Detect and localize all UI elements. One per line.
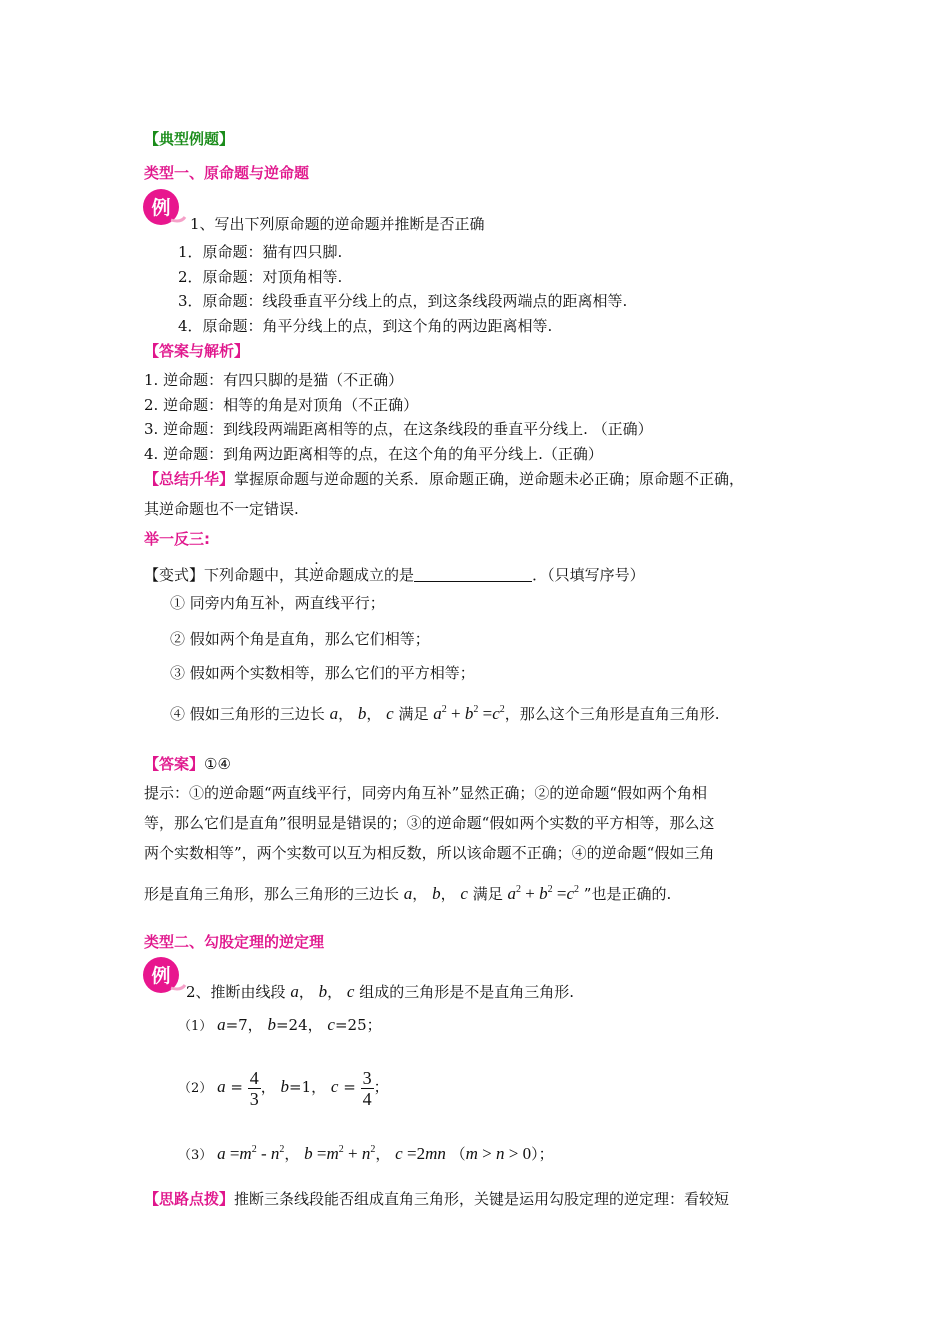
equals: =	[343, 1078, 356, 1096]
variant-emphasis: 逆	[309, 566, 325, 584]
hint-line-1: 提示：①的逆命题“两直线平行，同旁内角互补”显然正确；②的逆命题“假如两个角相	[144, 784, 708, 802]
var-a: a	[217, 1015, 226, 1034]
pythagorean-equation	[508, 884, 579, 903]
equals: =	[482, 704, 493, 723]
answer-2: 2. 逆命题：相等的角是对顶角（不正确）	[144, 396, 419, 414]
item-3: 3．原命题：线段垂直平分线上的点，到这条线段两端点的距离相等.	[178, 292, 628, 310]
var-c: c	[330, 1077, 339, 1096]
option-2: ② 假如两个角是直角，那么它们相等；	[170, 630, 430, 648]
sub1-label: （1）	[178, 1019, 213, 1034]
equation-b	[304, 1144, 375, 1163]
summary-label: 【总结升华】	[144, 470, 235, 488]
answer2-line	[144, 754, 231, 774]
fraction-three-quarters	[361, 1068, 374, 1109]
paren-close: ）	[531, 1145, 539, 1163]
var-a: a	[403, 884, 413, 903]
badge-text: 例	[151, 965, 171, 987]
badge-text: 例	[151, 197, 171, 219]
frac-num: 4	[249, 1067, 259, 1088]
sub-question-3	[178, 1140, 554, 1166]
item-1: 1．原命题：猫有四只脚.	[178, 243, 343, 261]
zero: 0	[522, 1144, 532, 1163]
sep: ，	[284, 1145, 300, 1163]
answer-4: 4. 逆命题：到角两边距离相等的点，在这个角的角平分线上.（正确）	[144, 445, 603, 463]
exp: 2	[441, 704, 447, 715]
eq-a: a	[507, 884, 517, 903]
eq-a: a	[433, 704, 442, 723]
var-b: b	[357, 704, 367, 723]
equals: =	[230, 1078, 243, 1096]
var-a: a	[290, 982, 299, 1001]
question-1: 1、写出下列原命题的逆命题并推断是否正确	[190, 215, 485, 233]
var-n: n	[361, 1144, 371, 1163]
paren-open: （	[450, 1145, 466, 1163]
var-m: m	[326, 1144, 339, 1163]
exp: 2	[516, 884, 522, 895]
var-c: c	[327, 1015, 335, 1034]
exp: 2	[574, 884, 579, 895]
pythagorean-equation	[433, 704, 504, 723]
hint-last-b: 满足	[472, 885, 503, 903]
var-n: n	[496, 1144, 505, 1163]
question2-text-a: 2、推断由线段	[186, 983, 286, 1001]
variant-text-c: ．（只填写序号）	[532, 566, 645, 584]
eq-b: b	[539, 884, 548, 903]
hint-last-c: ”也是正确的.	[583, 885, 672, 903]
fraction-four-thirds	[248, 1068, 261, 1109]
var-m: m	[239, 1144, 252, 1163]
frac-num: 3	[362, 1067, 372, 1088]
exp: 2	[279, 1144, 285, 1155]
approach-hint-label: 【思路点拨】	[144, 1190, 235, 1208]
exp: 2	[251, 1144, 257, 1155]
answer2-value: ①④	[204, 755, 231, 773]
option-4	[170, 700, 720, 724]
condition	[466, 1144, 531, 1163]
sep: ，	[260, 1078, 276, 1096]
var-c: c	[386, 704, 394, 723]
var-a: a	[217, 1077, 226, 1096]
var-m: m	[465, 1144, 478, 1163]
sep: ，	[375, 1145, 391, 1163]
var-b: b	[304, 1144, 313, 1163]
sub1-c-val: =25；	[334, 1016, 382, 1034]
plus: +	[451, 704, 461, 723]
equals: =	[556, 884, 567, 903]
option4-text-c: ，那么这个三角形是直角三角形.	[504, 705, 720, 723]
type2-title: 类型二、勾股定理的逆定理	[144, 933, 325, 951]
eq-c: c	[492, 704, 500, 723]
equation-c	[395, 1144, 446, 1163]
summary-line-2: 其逆命题也不一定错误.	[144, 500, 299, 518]
example-badge-icon	[141, 955, 187, 995]
equals: =	[229, 1144, 240, 1163]
item-4: 4．原命题：角平分线上的点，到这个角的两边距离相等.	[178, 317, 553, 335]
answer-blank[interactable]	[414, 565, 532, 582]
approach-hint-line	[144, 1189, 729, 1209]
summary-line-1	[144, 469, 744, 489]
sep: ，	[412, 885, 428, 903]
variant-label: 【变式】	[144, 566, 205, 584]
var-n: n	[270, 1144, 280, 1163]
example-badge-icon	[141, 187, 187, 227]
exp: 2	[370, 1144, 376, 1155]
sub2-label: （2）	[178, 1081, 213, 1096]
hint-line-4	[144, 880, 671, 904]
exp: 2	[338, 1144, 344, 1155]
var-a: a	[217, 1144, 226, 1163]
option-3: ③ 假如两个实数相等，那么它们的平方相等；	[170, 664, 475, 682]
sub-question-2	[178, 1064, 389, 1112]
equals: =	[316, 1144, 327, 1163]
frac-den: 4	[362, 1088, 372, 1109]
minus: -	[260, 1144, 267, 1163]
answer-3: 3. 逆命题：到线段两端距离相等的点，在这条线段的垂直平分线上. （正确）	[144, 420, 653, 438]
exp: 2	[547, 884, 553, 895]
answer-analysis-label: 【答案与解析】	[144, 342, 250, 360]
equation-a	[217, 1144, 284, 1163]
coef-two: 2	[416, 1144, 426, 1163]
gt: >	[482, 1144, 492, 1163]
eq-c: c	[566, 884, 574, 903]
hint-line-3: 两个实数相等”，两个实数可以互为相反数，所以该命题不正确；④的逆命题“假如三角	[144, 844, 715, 862]
var-c: c	[395, 1144, 403, 1163]
option4-text-b: 满足	[398, 705, 429, 723]
var-c: c	[346, 982, 355, 1001]
sub2-b-val: =1，	[289, 1078, 327, 1096]
var-a: a	[329, 704, 339, 723]
summary-text: 掌握原命题与逆命题的关系．原命题正确，逆命题未必正确；原命题不正确，	[234, 470, 745, 488]
var-mn: mn	[425, 1144, 446, 1163]
sub-question-1	[178, 1015, 382, 1037]
question-2	[186, 982, 574, 1002]
practice-label: 举一反三:	[144, 530, 210, 548]
item-2: 2．原命题：对顶角相等.	[178, 268, 343, 286]
var-c: c	[460, 884, 468, 903]
frac-den: 3	[249, 1088, 259, 1109]
sep: ，	[440, 885, 456, 903]
answer-1: 1. 逆命题：有四只脚的是猫（不正确）	[144, 371, 404, 389]
sep: ，	[338, 705, 354, 723]
option-1: ① 同旁内角互补，两直线平行；	[170, 594, 385, 612]
var-b: b	[280, 1077, 289, 1096]
approach-hint-text: 推断三条线段能否组成直角三角形，关键是运用勾股定理的逆定理：看较短	[234, 1190, 730, 1208]
exp: 2	[499, 704, 505, 715]
sub2-end: ；	[373, 1078, 389, 1096]
plus: +	[525, 884, 535, 903]
hint-last-a: 形是直角三角形，那么三角形的三边长	[144, 885, 400, 903]
answer2-label: 【答案】	[144, 755, 205, 773]
var-b: b	[432, 884, 441, 903]
eq-b: b	[464, 704, 474, 723]
sep: ，	[298, 983, 314, 1001]
question2-text-b: 组成的三角形是不是直角三角形.	[359, 983, 575, 1001]
equals: =	[406, 1144, 417, 1163]
sub3-end: ；	[538, 1145, 554, 1163]
variant-line	[144, 565, 645, 585]
gt: >	[508, 1144, 519, 1163]
sub1-b-val: =24，	[275, 1016, 323, 1034]
sub3-label: （3）	[178, 1148, 213, 1163]
exp: 2	[473, 704, 479, 715]
sub1-a-val: =7，	[225, 1016, 263, 1034]
var-b: b	[318, 982, 328, 1001]
option4-text-a: ④ 假如三角形的三边长	[170, 705, 325, 723]
plus: +	[348, 1144, 358, 1163]
sep: ，	[327, 983, 343, 1001]
var-b: b	[267, 1015, 276, 1034]
type1-title: 类型一、原命题与逆命题	[144, 164, 310, 182]
variant-text-b: 命题成立的是	[324, 566, 415, 584]
variant-text-a: 下列命题中，其	[204, 566, 310, 584]
section-header: 【典型例题】	[144, 130, 235, 148]
hint-line-2: 等，那么它们是直角”很明显是错误的；③的逆命题“假如两个实数的平方相等，那么这	[144, 814, 715, 832]
sep: ，	[366, 705, 382, 723]
